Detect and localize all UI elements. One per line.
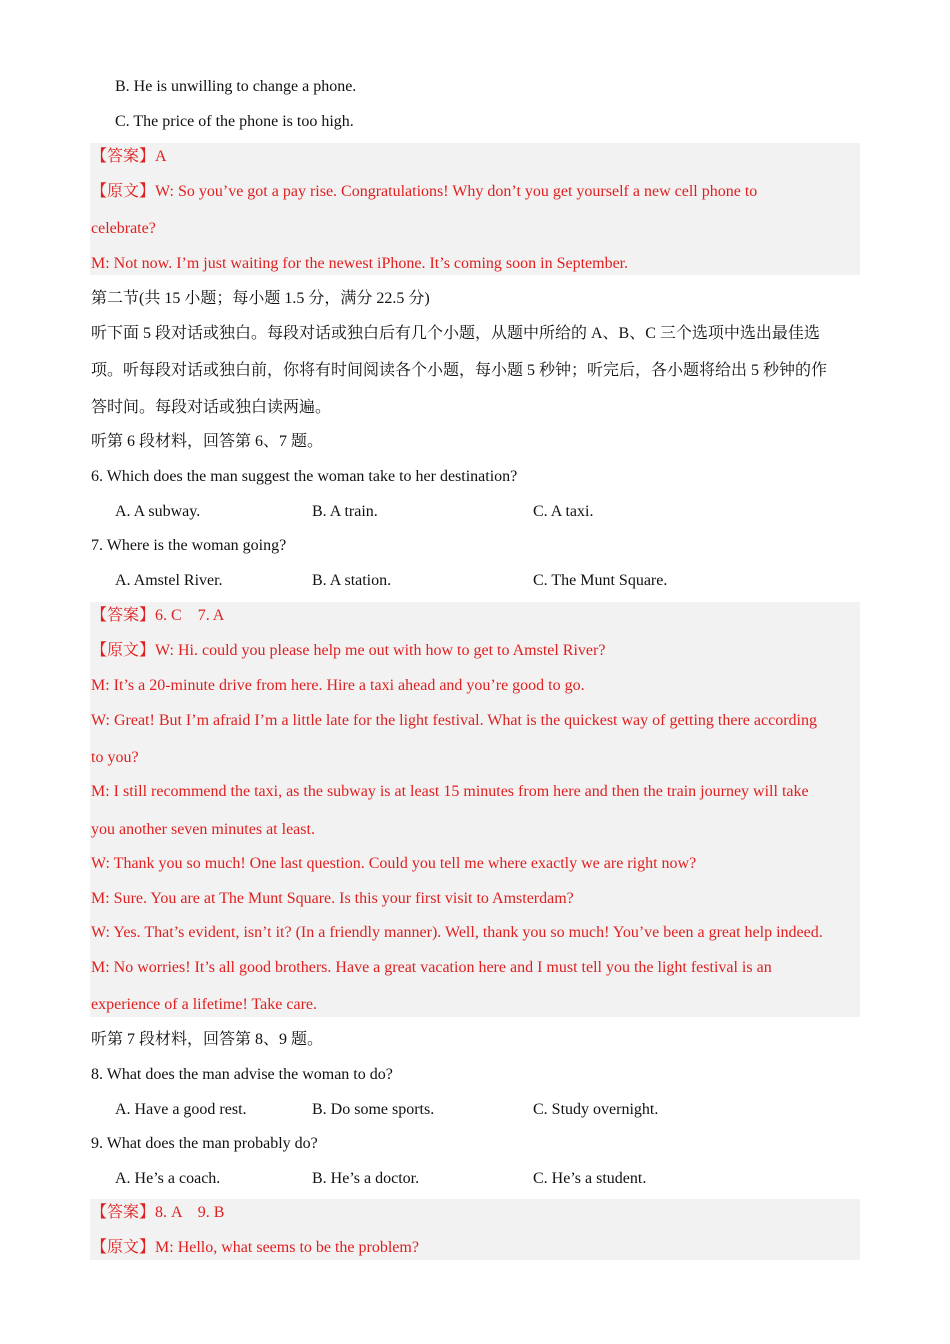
transcript-line: celebrate? [91,220,156,237]
transcript-label: 【原文】 [91,642,156,659]
instruction-line: 答时间。每段对话或独白读两遍。 [91,399,332,416]
transcript-line: M: Sure. You are at The Munt Square. Is this your first visit to Amsterdam? [91,890,574,907]
question-stem: 8. What does the man advise the woman to do? [91,1066,393,1083]
transcript-line: M: It’s a 20-minute drive from here. Hire a taxi ahead and you’re good to go. [91,677,585,694]
instruction-line: 听下面 5 段对话或独白。每段对话或独白后有几个小题，从题中所给的 A、B、C 三个选项中选出最佳选 [91,325,820,342]
answer-line [91,147,860,167]
question-option: C. The Munt Square. [533,572,668,589]
question-option: A. Amstel River. [115,572,223,589]
section-heading: 第二节(共 15 小题；每小题 1.5 分，满分 22.5 分) [91,290,430,307]
option-b: B. He is unwilling to change a phone. [115,78,357,95]
answer-box-2 [90,602,860,1017]
question-option: B. A station. [312,572,392,589]
instruction-line: 项。听每段对话或独白前，你将有时间阅读各个小题，每小题 5 秒钟；听完后，各小题将给出 5 秒钟的作 [91,362,828,379]
transcript-line: M: Not now. I’m just waiting for the newest iPhone. It’s coming soon in September. [91,255,629,272]
material-intro: 听第 6 段材料，回答第 6、7 题。 [91,433,324,450]
transcript-line: to you? [91,749,139,766]
transcript-text: W: Hi. could you please help me out with how to get to Amstel River? [155,642,606,659]
transcript-line [91,1238,860,1258]
answer-line [91,606,860,626]
answer-value: 8. A 9. B [155,1204,225,1221]
question-option: A. A subway. [115,503,201,520]
transcript-text: W: So you’ve got a pay rise. Congratulations! Why don’t you get yourself a new cell phone to [155,183,758,200]
answer-value: A [155,148,167,165]
answer-line [91,1203,860,1223]
transcript-line [91,182,860,202]
question-option: B. A train. [312,503,378,520]
transcript-line: M: No worries! It’s all good brothers. Have a great vacation here and I must tell you the light festival is an [91,959,772,976]
question-option: A. Have a good rest. [115,1101,247,1118]
question-option: C. Study overnight. [533,1101,659,1118]
answer-label: 【答案】 [91,607,156,624]
question-option: C. He’s a student. [533,1170,647,1187]
option-c: C. The price of the phone is too high. [115,113,354,130]
question-stem: 7. Where is the woman going? [91,537,287,554]
transcript-label: 【原文】 [91,183,156,200]
transcript-line: W: Great! But I’m afraid I’m a little late for the light festival. What is the quickest way of getting there according [91,712,817,729]
question-option: C. A taxi. [533,503,594,520]
transcript-label: 【原文】 [91,1239,156,1256]
transcript-line: W: Thank you so much! One last question. Could you tell me where exactly we are right now? [91,855,697,872]
answer-value: 6. C 7. A [155,607,225,624]
question-option: A. He’s a coach. [115,1170,221,1187]
transcript-line: experience of a lifetime! Take care. [91,996,317,1013]
question-option: B. He’s a doctor. [312,1170,420,1187]
transcript-line: M: I still recommend the taxi, as the subway is at least 15 minutes from here and then the train journey will take [91,783,809,800]
question-option: B. Do some sports. [312,1101,435,1118]
answer-label: 【答案】 [91,148,156,165]
transcript-text: M: Hello, what seems to be the problem? [155,1239,419,1256]
material-intro: 听第 7 段材料，回答第 8、9 题。 [91,1031,324,1048]
question-stem: 6. Which does the man suggest the woman take to her destination? [91,468,518,485]
answer-label: 【答案】 [91,1204,156,1221]
transcript-line [91,641,860,661]
transcript-line: W: Yes. That’s evident, isn’t it? (In a friendly manner). Well, thank you so much! You’ve been a great help indeed. [91,924,823,941]
question-stem: 9. What does the man probably do? [91,1135,318,1152]
transcript-line: you another seven minutes at least. [91,821,315,838]
